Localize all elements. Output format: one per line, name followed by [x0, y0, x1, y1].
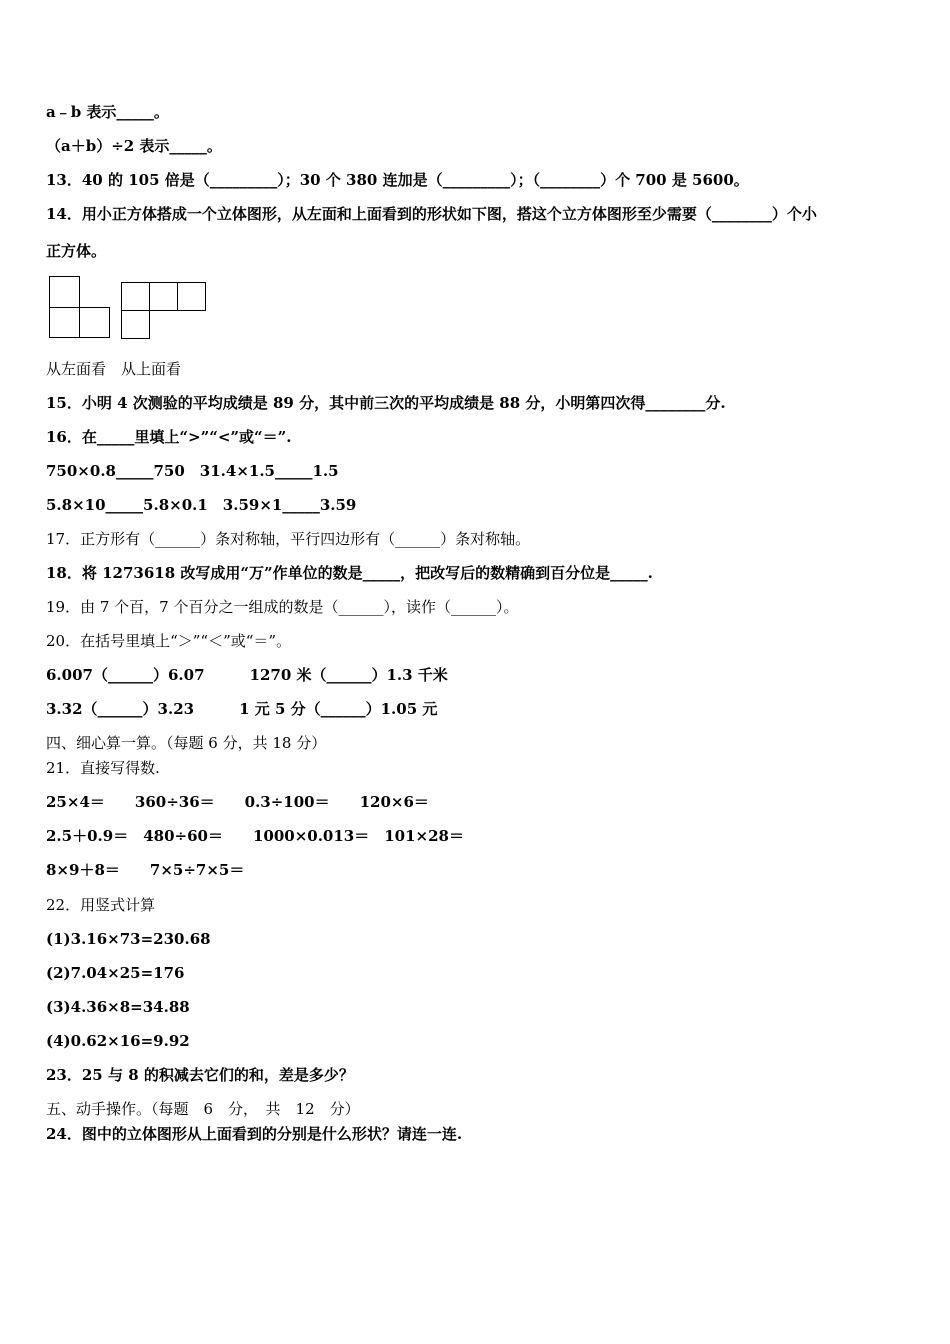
top-view-figure [121, 282, 207, 340]
question-13: 13．40 的 105 倍是（_________）；30 个 380 连加是（_________）；（________）个 700 是 5600。 [46, 171, 749, 189]
question-17: 17．正方形有（______）条对称轴，平行四边形有（______）条对称轴。 [46, 530, 531, 548]
question-23: 23．25 与 8 的积减去它们的和，差是多少？ [46, 1066, 354, 1084]
question-24: 24．图中的立体图形从上面看到的分别是什么形状？请连一连. [46, 1125, 463, 1143]
text-line: （a＋b）÷2 表示_____。 [46, 137, 222, 155]
question-20-a: 6.007（______）6.07 1270 米（______）1.3 千米 [46, 666, 448, 684]
left-view-figure [49, 276, 111, 339]
question-16-b: 5.8×10_____5.8×0.1 3.59×1_____3.59 [46, 496, 357, 514]
question-21-a: 25×4＝ 360÷36＝ 0.3÷100＝ 120×6＝ [46, 793, 429, 811]
question-21-c: 8×9＋8＝ 7×5÷7×5＝ [46, 861, 245, 879]
text-line: a﹣b 表示_____。 [46, 103, 169, 121]
question-19: 19．由 7 个百，7 个百分之一组成的数是（______），读作（______）。 [46, 598, 519, 616]
question-16: 16．在_____里填上“>”“<”或“＝”. [46, 428, 292, 446]
question-22-4: (4)0.62×16=9.92 [46, 1032, 190, 1050]
question-21: 21．直接写得数. [46, 759, 160, 777]
question-14-cont: 正方体。 [46, 242, 107, 260]
section-5-title: 五、动手操作。（每题 6 分， 共 12 分） [46, 1100, 360, 1118]
question-22-3: (3)4.36×8=34.88 [46, 998, 190, 1016]
question-16-a: 750×0.8_____750 31.4×1.5_____1.5 [46, 462, 339, 480]
question-14: 14．用小正方体搭成一个立体图形，从左面和上面看到的形状如下图，搭这个立方体图形至少需要（________）个小 [46, 205, 817, 223]
question-20-b: 3.32（______）3.23 1 元 5 分（______）1.05 元 [46, 700, 438, 718]
question-22: 22．用竖式计算 [46, 896, 156, 914]
question-21-b: 2.5＋0.9＝ 480÷60＝ 1000×0.013＝ 101×28＝ [46, 827, 464, 845]
question-20: 20．在括号里填上“＞”“＜”或“＝”。 [46, 632, 292, 650]
section-4-title: 四、细心算一算。（每题 6 分，共 18 分） [46, 734, 327, 752]
question-15: 15．小明 4 次测验的平均成绩是 89 分，其中前三次的平均成绩是 88 分，小明第四次得________分. [46, 394, 726, 412]
question-18: 18．将 1273618 改写成用“万”作单位的数是_____，把改写后的数精确到百分位是_____. [46, 564, 653, 582]
question-22-2: (2)7.04×25=176 [46, 964, 185, 982]
question-22-1: (1)3.16×73=230.68 [46, 930, 211, 948]
figure-caption: 从左面看 从上面看 [46, 360, 182, 378]
